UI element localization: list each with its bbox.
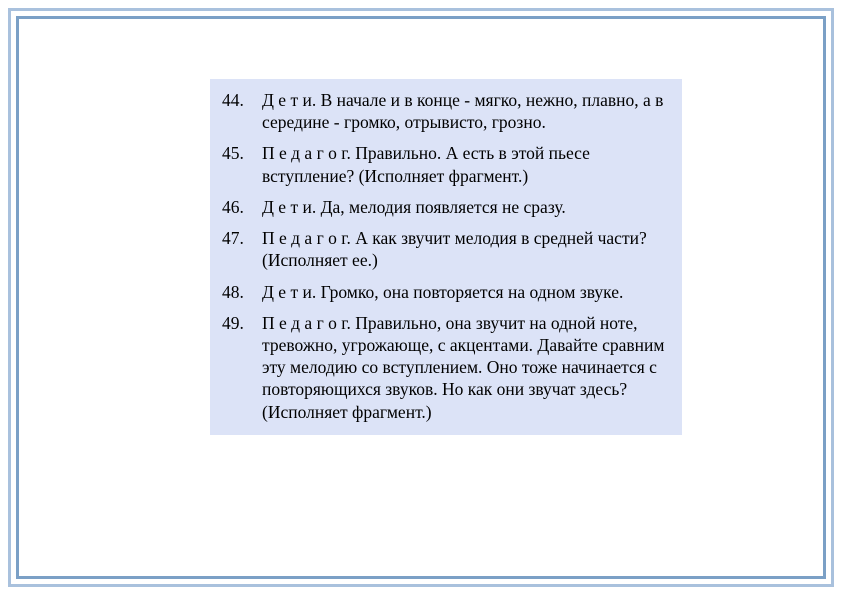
dialogue-item — [220, 312, 668, 423]
dialogue-text-block — [210, 79, 682, 435]
item-text: Д е т и. Громко, она повторяется на одном звуке. — [262, 281, 624, 302]
item-number: 48. — [222, 281, 244, 302]
dialogue-item — [220, 227, 668, 271]
item-text: П е д а г о г. Правильно. А есть в этой пьесе вступление? (Исполняет фрагмент.) — [262, 143, 590, 186]
item-number: 49. — [222, 312, 244, 333]
item-number: 45. — [222, 143, 244, 164]
dialogue-item — [220, 281, 668, 303]
item-text: Д е т и. В начале и в конце - мягко, нежно, плавно, а в середине - громко, отрывисто, грозно. — [262, 90, 664, 133]
item-text: Д е т и. Да, мелодия появляется не сразу. — [262, 196, 566, 217]
dialogue-item — [220, 196, 668, 218]
item-number: 46. — [222, 196, 244, 217]
dialogue-item — [220, 89, 668, 133]
item-text: П е д а г о г. А как звучит мелодия в средней части? (Исполняет ее.) — [262, 228, 647, 271]
item-number: 44. — [222, 90, 244, 110]
item-number: 47. — [222, 228, 244, 249]
item-text: П е д а г о г. Правильно, она звучит на одной ноте, тревожно, угрожающе, с акцентами. Давайте сравним эту мелодию со вступлением. Оно тоже начинается с повторяющихся звуков. Но как они звучат здесь? (Исполняет фрагмент.) — [262, 312, 665, 422]
dialogue-item — [220, 142, 668, 186]
